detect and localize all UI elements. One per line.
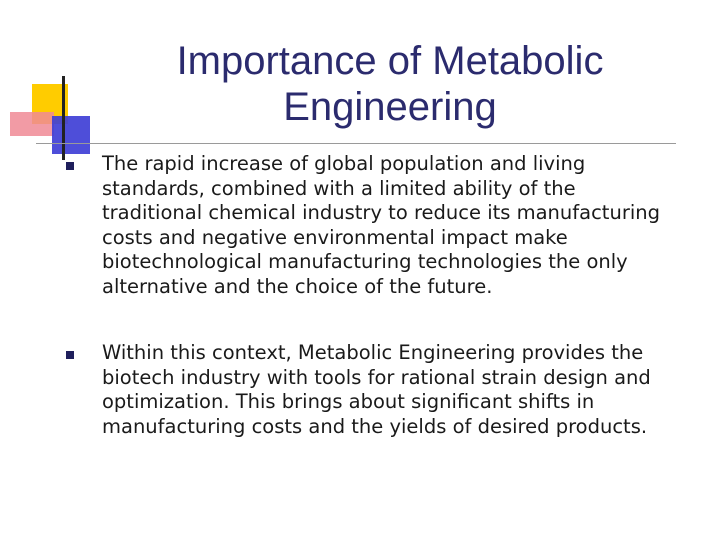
- bullet-item: [66, 152, 676, 299]
- bullet-item: [66, 341, 676, 439]
- logo-blue-square: [52, 116, 90, 154]
- square-bullet-icon: [66, 351, 74, 359]
- slide-title: Importance of Metabolic Engineering: [176, 39, 604, 129]
- title-divider-line: [36, 143, 676, 144]
- slide-logo-decoration: [0, 0, 130, 170]
- square-bullet-icon: [66, 162, 74, 170]
- logo-red-square: [10, 112, 54, 136]
- bullet-text: Within this context, Metabolic Engineering provides the biotech industry with tools for rational strain design and optimization. This brings about significant shifts in manufacturing costs and the yields of desired products.: [102, 341, 651, 438]
- logo-vertical-line: [62, 76, 65, 160]
- bullet-list: [66, 152, 676, 481]
- bullet-text: The rapid increase of global population and living standards, combined with a limited ability of the traditional chemical industry to reduce its manufacturing costs and negative environmental impact make biotechnological manufacturing technologies the only alternative and the choice of the future.: [102, 152, 660, 298]
